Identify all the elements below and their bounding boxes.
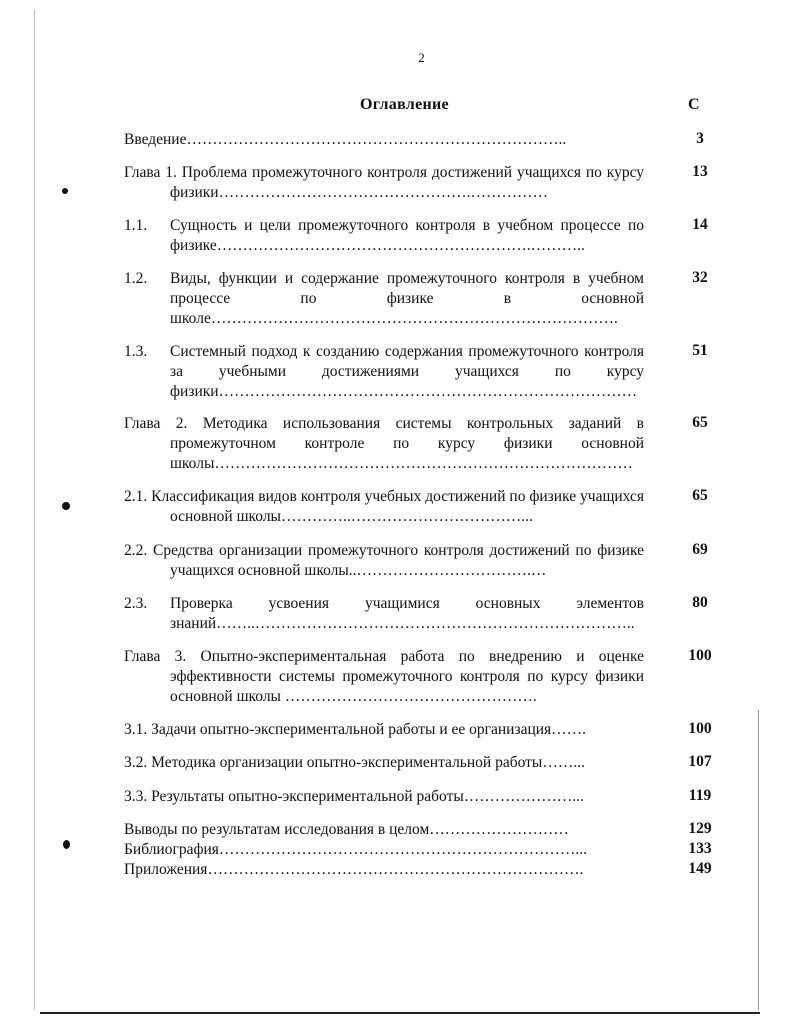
scan-edge-right (758, 710, 759, 1010)
toc-entry-text: 2.1. Классификация видов контроля учебных достижений по физике учащихся основной школы…………..……………………………... (124, 488, 644, 525)
toc-entry-section-2-1[interactable] (124, 487, 644, 527)
toc-entry-section-2-2[interactable] (124, 541, 644, 581)
toc-entry-page: 13 (692, 163, 708, 180)
toc-entry-page: 14 (692, 216, 708, 233)
toc-heading: Оглавление (360, 96, 449, 113)
toc-entry-conclusions[interactable] (124, 820, 644, 840)
toc-entry-text: 3.2. Методика организации опытно-экспериментальной работы……... (124, 754, 585, 771)
toc-entry-page: 100 (688, 720, 712, 737)
toc-entry-page: 100 (688, 647, 712, 664)
toc-entry-section-3-2[interactable] (124, 753, 644, 773)
toc-entry-text: Выводы по результатам исследования в целом……………………… (124, 821, 569, 838)
toc-entry-text: Проверка усвоения учащимися основных элементов знаний……..……………………………………………………………….. (170, 595, 644, 632)
toc-entry-appendix[interactable] (124, 860, 644, 880)
toc-entry-text: Виды, функции и содержание промежуточного контроля в учебном процессе по физике в основной школе……………………………………………………………………. (170, 270, 644, 327)
toc-entry-section-1-3[interactable] (124, 342, 644, 402)
toc-entry-text: Библиография……………………………………………………………... (124, 841, 588, 858)
hole-punch-mark (62, 502, 70, 510)
hole-punch-mark (62, 188, 68, 194)
toc-entry-text: Глава 3. Опытно-экспериментальная работа по внедрению и оценке эффективности системы промежуточного контроля по курсу физики основной школы …………………………………………. (124, 648, 644, 705)
toc-entry-page: 65 (692, 487, 708, 504)
toc-entry-text: Приложения………………………………………………………………. (124, 861, 584, 878)
toc-entry-chapter-3[interactable] (124, 647, 644, 707)
scan-edge-left (34, 10, 35, 1010)
toc-entry-text: Системный подход к созданию содержания промежуточного контроля за учебными достижениями учащихся по курсу физики……………………………………………………………………… (170, 343, 644, 400)
toc-entry-section-2-3[interactable] (124, 594, 644, 634)
toc-entry-text: 3.3. Результаты опытно-экспериментальной работы…………………... (124, 788, 584, 805)
toc-entry-text: Глава 2. Методика использования системы контрольных заданий в промежуточном контроле по курсу физики основной школы……………………………………………………………………… (124, 415, 644, 472)
toc-entry-page: 69 (692, 541, 708, 558)
page-column-heading: С (688, 96, 700, 113)
toc-entry-page: 65 (692, 414, 708, 431)
toc-entry-text: Введение……………………………………………………………….. (124, 131, 567, 148)
page-number: 2 (418, 50, 425, 65)
toc-entry-chapter-2[interactable] (124, 414, 644, 474)
toc-entry-section-1-2[interactable] (124, 269, 644, 329)
toc-entry-page: 107 (688, 753, 712, 770)
scan-edge-bottom (40, 1012, 760, 1014)
toc-entry-section-3-1[interactable] (124, 720, 644, 740)
toc-entry-page: 32 (692, 269, 708, 286)
toc-entry-chapter-1[interactable] (124, 163, 644, 203)
toc-entry-text: Глава 1. Проблема промежуточного контроля достижений учащихся по курсу физики………………………………………….…………… (124, 164, 644, 201)
toc-entry-section-1-1[interactable] (124, 216, 644, 256)
toc-entry-page: 133 (688, 840, 712, 857)
toc-entry-text: 3.1. Задачи опытно-экспериментальной работы и ее организация……. (124, 721, 587, 738)
toc-entry-intro[interactable] (124, 130, 644, 150)
toc-entry-number: 1.2. (124, 270, 148, 287)
toc-entry-number: 1.1. (124, 217, 148, 234)
toc-entry-bibliography[interactable] (124, 840, 644, 860)
toc-entry-page: 80 (692, 594, 708, 611)
toc-entry-page: 129 (688, 820, 712, 837)
toc-entry-page: 3 (696, 130, 704, 147)
hole-punch-mark (63, 840, 70, 849)
toc-entry-page: 119 (688, 787, 712, 804)
toc-entry-section-3-3[interactable] (124, 787, 644, 807)
toc-entry-text: Сущность и цели промежуточного контроля в учебном процессе по физике…………………………………………………….……….. (170, 217, 644, 254)
toc-entry-page: 51 (692, 342, 708, 359)
toc-entry-text: 2.2. Средства организации промежуточного контроля достижений по физике учащихся основной школы..…………………………….… (124, 542, 644, 579)
toc-entry-number: 2.3. (124, 595, 148, 612)
toc-entry-page: 149 (688, 860, 712, 877)
toc-entry-number: 1.3. (124, 343, 148, 360)
